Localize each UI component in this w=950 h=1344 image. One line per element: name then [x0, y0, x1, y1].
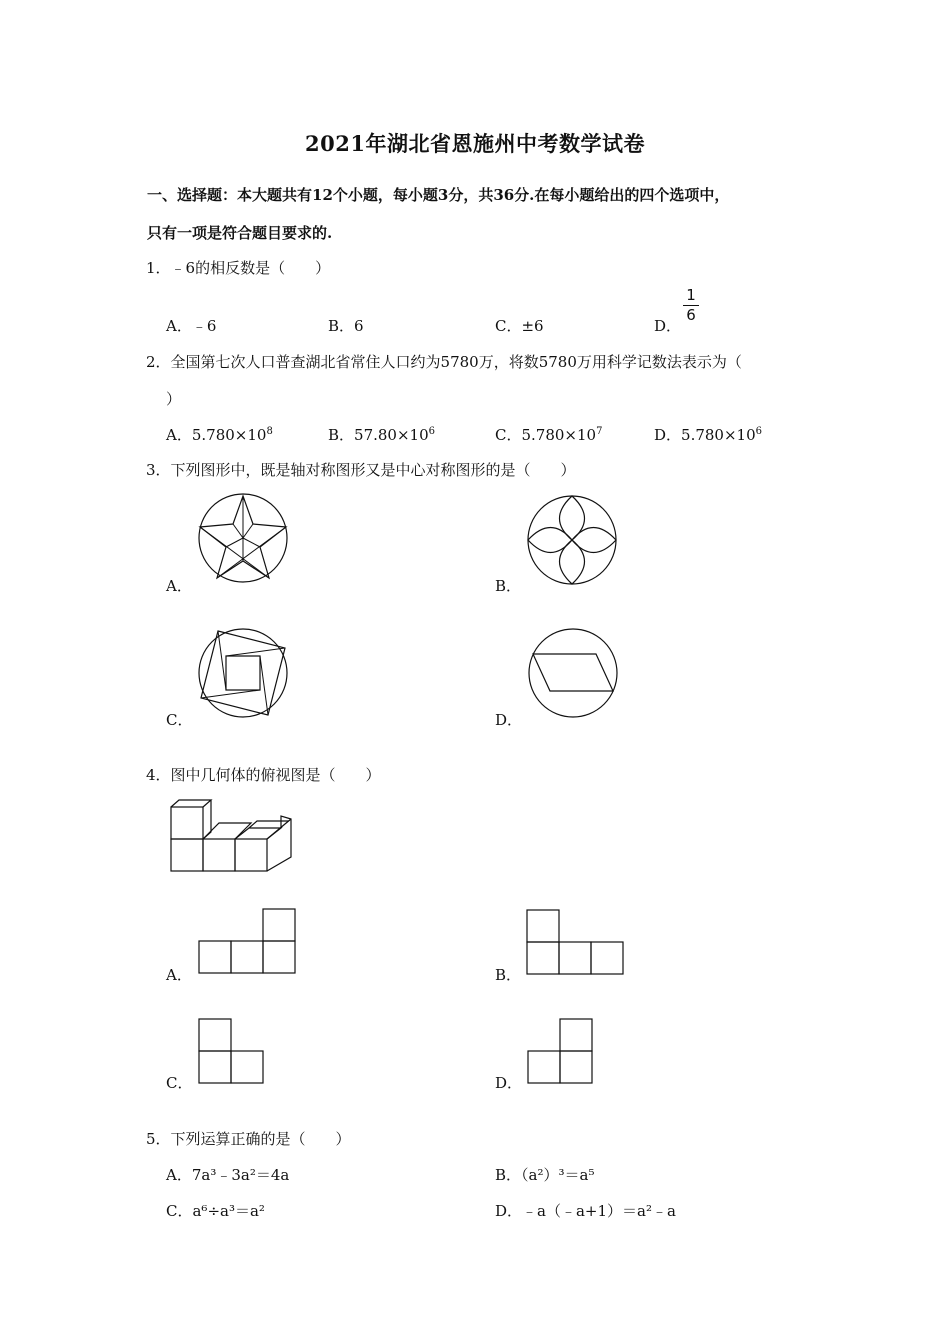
- q5-stem: 5．下列运算正确的是（ ）: [146, 1130, 351, 1148]
- q5-option-c-expression: a⁶÷a³＝a²: [192, 1202, 265, 1220]
- q3-option-d: D．: [495, 711, 523, 729]
- q4-figure-b: [526, 909, 626, 977]
- q3-figure-d-parallelogram-in-circle: [528, 628, 622, 722]
- q3-option-c: C．: [166, 711, 193, 729]
- q4-figure-d: [527, 1018, 595, 1086]
- q4-stem: 4．图中几何体的俯视图是（ ）: [146, 766, 381, 784]
- q3-option-a: A．: [166, 577, 192, 595]
- q1-option-d: D．: [654, 317, 682, 335]
- q5-option-b: B．（a²）³＝a⁵: [495, 1166, 595, 1184]
- q4-option-b: B．: [495, 966, 522, 984]
- q2-option-d: D．$5.780\times 10^6$: [654, 426, 762, 444]
- q2-option-c: C．$5.780\times 10^7$: [495, 426, 603, 444]
- q3-option-b: B．: [495, 577, 522, 595]
- q2-stem-line2: ）: [166, 390, 182, 408]
- section-header-line1: 一、选择题：本大题共有12个小题，每小题3分，共36分.在每小题给出的四个选项中，: [147, 186, 730, 204]
- q1-option-c: C．±6: [495, 317, 544, 335]
- q4-figure-a: [198, 908, 298, 976]
- q1-option-a: A．﹣6: [166, 317, 217, 335]
- q3-figure-a-star-in-circle: [198, 493, 292, 587]
- q3-figure-c-squares-in-circle: [198, 628, 292, 722]
- q5-option-d-expression: ﹣a（﹣a+1）＝a²﹣a: [522, 1202, 676, 1220]
- fraction-numerator: 1: [686, 286, 696, 304]
- page-title: 2021年湖北省恩施州中考数学试卷: [305, 131, 645, 156]
- q5-option-a: A．7a³﹣3a²＝4a: [166, 1166, 290, 1184]
- q1-option-d-fraction: [683, 287, 699, 324]
- fraction-denominator: 6: [686, 306, 696, 324]
- q5-option-a-expression: 7a³﹣3a²＝4a: [191, 1166, 290, 1184]
- q4-option-a: A．: [166, 966, 192, 984]
- q4-option-c: C．: [166, 1074, 193, 1092]
- q4-option-d: D．: [495, 1074, 523, 1092]
- q5-option-b-expression: （a²）³＝a⁵: [521, 1166, 595, 1184]
- q2-stem-line1: 2．全国第七次人口普查湖北省常住人口约为5780万，将数5780万用科学记数法表示为（: [146, 353, 742, 371]
- q5-option-c: C．a⁶÷a³＝a²: [166, 1202, 265, 1220]
- q3-figure-b-flower-in-circle: [527, 495, 621, 589]
- q1-stem: 1．﹣6的相反数是（ ）: [146, 259, 331, 277]
- q3-stem: 3．下列图形中，既是轴对称图形又是中心对称图形的是（ ）: [146, 461, 576, 479]
- q2-option-b: B．$57.80\times 10^6$: [328, 426, 435, 444]
- section-header-line2: 只有一项是符合题目要求的.: [147, 224, 333, 242]
- q4-figure-c: [198, 1018, 266, 1086]
- q1-option-b: B．6: [328, 317, 364, 335]
- q5-option-d: D．﹣a（﹣a+1）＝a²﹣a: [495, 1202, 676, 1220]
- q4-solid-figure: [170, 799, 295, 874]
- q2-option-a: A．$5.780\times 10^8$: [166, 426, 273, 444]
